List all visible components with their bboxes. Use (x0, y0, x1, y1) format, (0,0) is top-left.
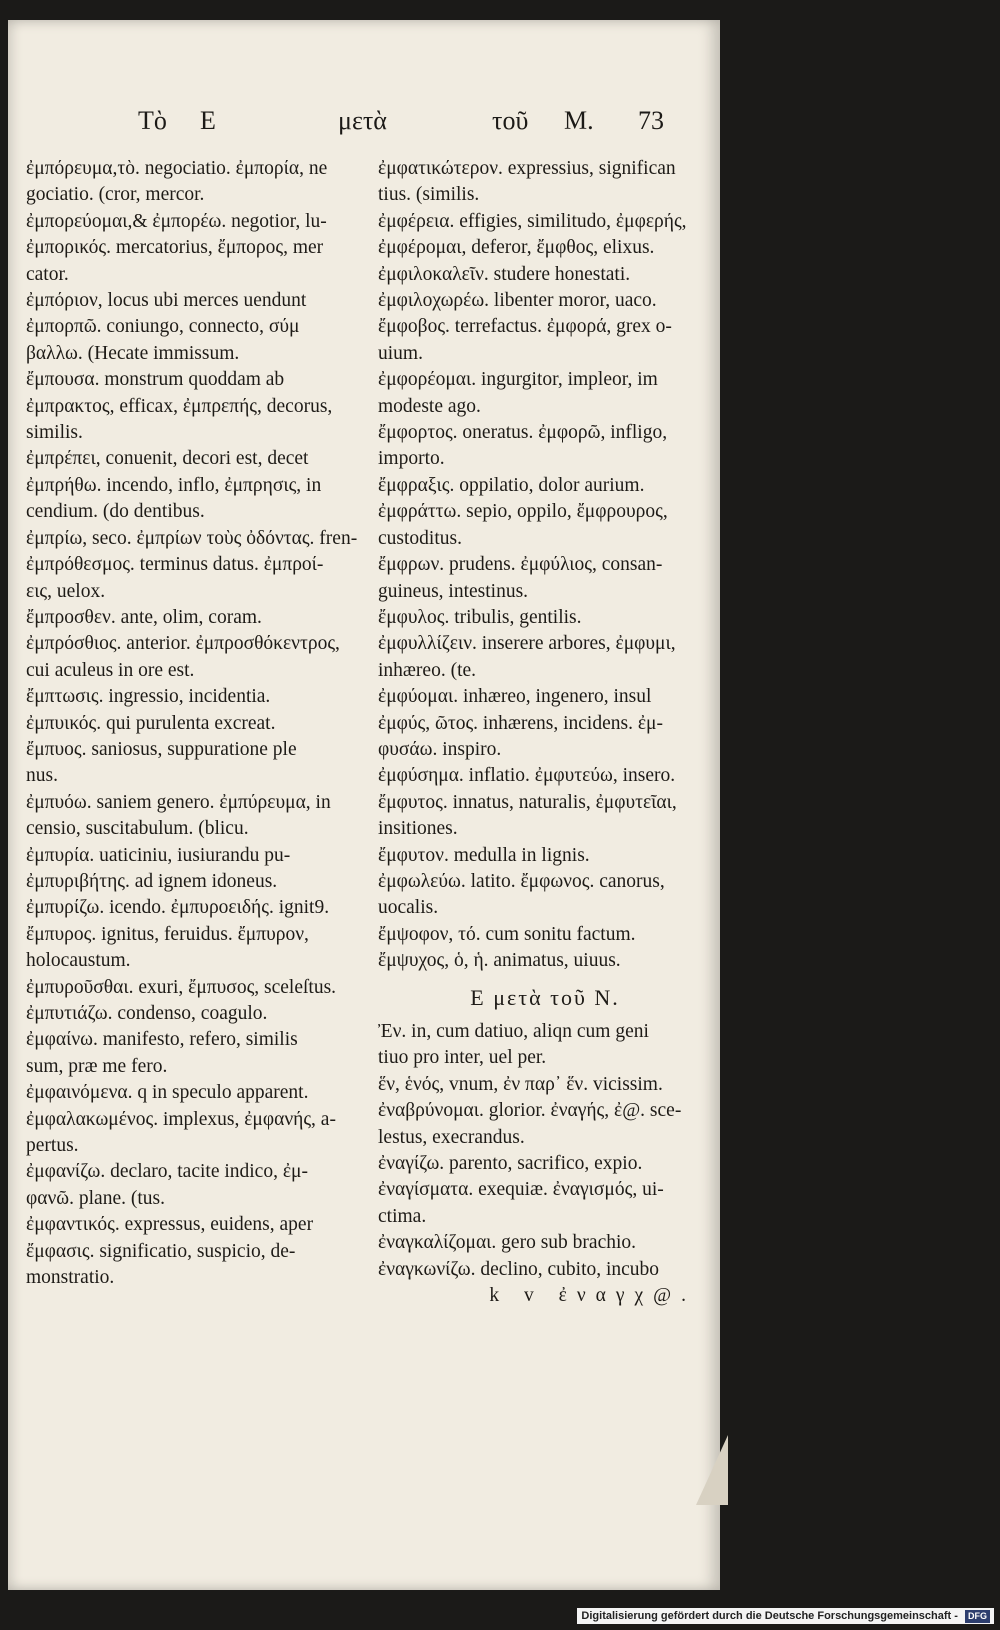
dictionary-line: ἐναγκαλίζομαι. gero sub brachio. (378, 1232, 637, 1254)
dictionary-line: uocalis. (378, 897, 439, 919)
dictionary-line: similis. (26, 422, 83, 444)
footer-text: Digitalisierung gefördert durch die Deutsche Forschungsgemeinschaft - (581, 1610, 958, 1622)
dictionary-line: custoditus. (378, 527, 462, 549)
header-word-1: Τὸ (138, 106, 167, 135)
dictionary-line: ἐμφράττω. sepio, oppilo, ἔμφρουρος, (378, 501, 668, 523)
dictionary-line: cator. (26, 263, 69, 285)
right-column-entries-2 (378, 1019, 712, 1283)
page-header (8, 106, 720, 146)
dictionary-line: ἕν, ἑνός, vnum, ἐν παρ᾽ ἕν. vicissim. (378, 1073, 663, 1095)
header-word-3: μετὰ (338, 106, 387, 135)
dictionary-line: ἔμψοφον, τό. cum sonitu factum. (378, 923, 636, 945)
dictionary-line: ἐμπορπῶ. coniungo, connecto, σύμ (26, 316, 300, 338)
funding-footer (577, 1608, 994, 1624)
right-column-entries (378, 156, 712, 975)
header-word-4: τοῦ (492, 106, 529, 135)
dictionary-line: modeste ago. (378, 395, 481, 417)
dictionary-line: ἐμπρακτος, efficax, ἐμπρεπής, decorus, (26, 395, 333, 417)
dictionary-line: ἔμφορτος. oneratus. ἐμφορῶ, infligo, (378, 422, 668, 444)
dictionary-line: tiuo pro inter, uel per. (378, 1047, 547, 1069)
dictionary-line: ἐμπρέπει, conuenit, decori est, decet (26, 448, 309, 470)
dictionary-line: ἐμπορεύομαι,& ἐμπορέω. negotior, lu- (26, 210, 327, 232)
dictionary-line: ἐμφωλεύω. latito. ἔμφωνος. canorus, (378, 870, 665, 892)
dictionary-line: ἔμφασις. significatio, suspicio, de- (26, 1240, 296, 1262)
dictionary-line: ctima. (378, 1205, 427, 1227)
dictionary-line: εις, uelox. (26, 580, 106, 602)
dictionary-line: guineus, intestinus. (378, 580, 529, 602)
dictionary-line: ἐμφύομαι. inhæreo, ingenero, insul (378, 686, 652, 708)
dictionary-line: lestus, execrandus. (378, 1126, 525, 1148)
dictionary-line: ἐμφατικώτερον. expressius, significan (378, 158, 676, 179)
section-heading: Ε μετὰ τοῦ Ν. (470, 984, 620, 1010)
header-word-5: Μ. (564, 106, 594, 135)
dictionary-line: sum, præ me fero. (26, 1055, 168, 1077)
dictionary-line: ἐμπυόω. saniem genero. ἐμπύρευμα, in (26, 791, 331, 813)
dictionary-line: ἐμπυρία. uaticiniu, iusiurandu pu- (26, 844, 291, 866)
dictionary-line: ἐμπορικός. mercatorius, ἔμπορος, mer (26, 237, 324, 259)
dictionary-line: Ἐν. in, cum datiuo, aliqn cum geni (378, 1021, 649, 1042)
dictionary-line: φυσάω. inspiro. (378, 738, 502, 760)
book-page (8, 20, 720, 1590)
right-column (378, 156, 712, 1309)
dictionary-line: ἐμπρόσθιος. anterior. ἐμπροσθόκεντρος, (26, 633, 340, 655)
dictionary-line: ἐμπόριον, locus ubi merces uendunt (26, 290, 307, 312)
dictionary-line: ἔμπουσα. monstrum quoddam ab (26, 369, 285, 391)
dictionary-line: ἐμπυροῦσθαι. exuri, ἔμπυσος, sceleſtus. (26, 976, 337, 998)
dictionary-line: importo. (378, 448, 445, 470)
dfg-logo: DFG (965, 1610, 990, 1623)
catchword: k v ἐναγχ@. (489, 1285, 696, 1307)
dictionary-line: ἔμψυχος, ὁ, ἡ. animatus, uiuus. (378, 950, 621, 972)
dictionary-line: ἐμφαντικός. expressus, euidens, aper (26, 1214, 314, 1236)
dictionary-line: gociatio. (cror, mercor. (26, 184, 205, 206)
dictionary-line: ἐμφαλακωμένος. implexus, ἐμφανής, a- (26, 1108, 336, 1130)
dictionary-line: ἐμφιλοχωρέω. libenter moror, uaco. (378, 290, 657, 312)
dictionary-line: pertus. (26, 1135, 79, 1157)
dictionary-line: ἔμφρων. prudens. ἐμφύλιος, consan- (378, 554, 663, 576)
dictionary-line: ἐμπόρευμα,τὸ. negociatio. ἐμπορία, ne (26, 158, 328, 179)
dictionary-line: ἔμφραξις. oppilatio, dolor aurium. (378, 474, 645, 496)
dictionary-line: ἐναγίζω. parento, sacrifico, expio. (378, 1153, 643, 1175)
dictionary-line: βαλλω. (Hecate immissum. (26, 342, 240, 364)
dictionary-line: ἔμπτωσις. ingressio, incidentia. (26, 686, 271, 708)
dictionary-line: nus. (26, 765, 58, 787)
dictionary-line: ἐμπρήθω. incendo, inflo, ἐμπρησις, in (26, 474, 322, 496)
page-fold-corner (696, 1435, 728, 1505)
dictionary-line: ἔμπυρος. ignitus, feruidus. ἔμπυρον, (26, 923, 309, 945)
dictionary-line: ἐμφύς, ῶτος. inhærens, incidens. ἐμ- (378, 712, 663, 734)
dictionary-line: cendium. (do dentibus. (26, 501, 205, 523)
dictionary-line: holocaustum. (26, 950, 131, 972)
dictionary-line: ἐμπυτιάζω. condenso, coagulo. (26, 1003, 268, 1024)
dictionary-line: ἐμφύσημα. inflatio. ἐμφυτεύω, insero. (378, 765, 676, 787)
dictionary-line: ἔμπροσθεν. ante, olim, coram. (26, 606, 262, 628)
dictionary-line: ἐμφιλοκαλεῖν. studere honestati. (378, 263, 631, 285)
dictionary-line: inhæreo. (te. (378, 659, 477, 681)
page-number: 73 (638, 106, 664, 135)
dictionary-line: ἐμφανίζω. declaro, tacite indico, ἐμ- (26, 1161, 308, 1183)
dictionary-line: ἐμφυλλίζειν. inserere arbores, ἐμφυμι, (378, 633, 676, 655)
dictionary-line: ἐμφέρομαι, deferor, ἔμφθος, elixus. (378, 237, 655, 259)
dictionary-line: ἐναβρύνομαι. glorior. ἐναγής, ἐ@. sce- (378, 1100, 682, 1122)
dictionary-line: ἐμφέρεια. effigies, similitudo, ἐμφερής, (378, 210, 687, 232)
dictionary-line: ἔμφοβος. terrefactus. ἐμφορά, grex o- (378, 316, 672, 338)
left-column (26, 156, 368, 1291)
dictionary-line: monstratio. (26, 1267, 115, 1289)
dictionary-line: cui aculeus in ore est. (26, 659, 195, 681)
dictionary-line: ἐμφαίνω. manifesto, refero, similis (26, 1029, 298, 1051)
dictionary-line: ἔμφυτον. medulla in lignis. (378, 844, 590, 866)
dictionary-line: ἐμφαινόμενα. q in speculo apparent. (26, 1082, 309, 1104)
dictionary-line: ἐμφορέομαι. ingurgitor, impleor, im (378, 369, 658, 391)
dictionary-line: tius. (similis. (378, 184, 480, 206)
dictionary-line: φανῶ. plane. (tus. (26, 1187, 165, 1209)
dictionary-line: ἐναγκωνίζω. declino, cubito, incubo (378, 1258, 660, 1280)
dictionary-line: ἐμπυρίζω. icendo. ἐμπυροειδής. ignit9. (26, 897, 330, 919)
dictionary-line: ἐμπυριβήτης. ad ignem idoneus. (26, 870, 278, 892)
dictionary-line: insitiones. (378, 818, 458, 840)
dictionary-line: censio, suscitabulum. (blicu. (26, 818, 249, 840)
dictionary-line: ἔμπυος. saniosus, suppuratione ple (26, 738, 297, 760)
dictionary-line: ἐμπυικός. qui purulenta excreat. (26, 712, 276, 734)
dictionary-line: ἐναγίσματα. exequiæ. ἐναγισμός, ui- (378, 1179, 664, 1201)
dictionary-line: ἔμφυτος. innatus, naturalis, ἐμφυτεῖαι, (378, 791, 677, 813)
dictionary-line: uium. (378, 342, 423, 364)
dictionary-line: ἐμπρίω, seco. ἐμπρίων τοὺς ὀδόντας. fren- (26, 527, 358, 549)
dictionary-line: ἔμφυλος. tribulis, gentilis. (378, 606, 582, 628)
header-word-2: Ε (200, 106, 216, 135)
dictionary-line: ἐμπρόθεσμος. terminus datus. ἐμπροί- (26, 554, 324, 576)
